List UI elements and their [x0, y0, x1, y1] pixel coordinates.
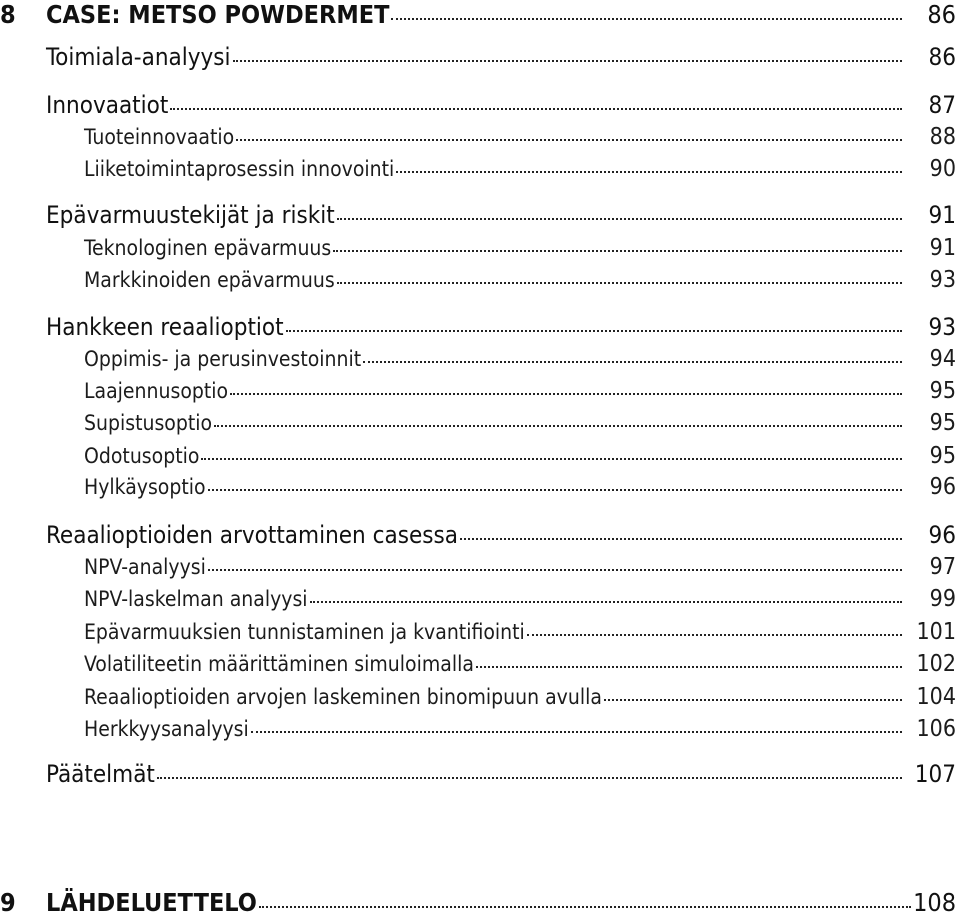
toc-entry-reaalioptioiden-arvottaminen[interactable]	[0, 521, 956, 549]
toc-entry-title: LÄHDELUETTELO	[46, 888, 257, 917]
toc-entry-oppimis-ja-perusinvestoinnit[interactable]	[0, 346, 956, 372]
dot-leader	[201, 458, 902, 460]
toc-entry-title: Epävarmuustekijät ja riskit	[46, 201, 335, 229]
page-number: 86	[928, 43, 956, 71]
toc-entry-title: Reaalioptioiden arvojen laskeminen binomipuun avulla	[84, 685, 602, 709]
toc-entry-hylkaysoptio[interactable]	[0, 474, 956, 500]
toc-entry-title: Oppimis- ja perusinvestoinnit	[84, 347, 362, 371]
dot-leader	[310, 601, 902, 603]
page-number: 88	[929, 124, 956, 150]
toc-entry-innovaatiot[interactable]	[0, 91, 956, 119]
toc-entry-title: NPV-laskelman analyysi	[84, 587, 308, 611]
dot-leader	[337, 282, 902, 284]
dot-leader	[230, 393, 902, 395]
toc-entry-toimiala-analyysi[interactable]	[0, 43, 956, 71]
toc-entry-title: Volatiliteetin määrittäminen simuloimalla	[84, 652, 474, 676]
page-number: 93	[928, 313, 956, 341]
page-number: 90	[929, 156, 956, 182]
page-number: 101	[916, 619, 956, 645]
dot-leader	[251, 731, 902, 733]
toc-entry-title: Tuoteinnovaatio	[84, 125, 235, 149]
page-number: 86	[927, 0, 956, 29]
dot-leader	[259, 906, 911, 908]
toc-entry-title: NPV-analyysi	[84, 555, 206, 579]
dot-leader	[476, 666, 902, 668]
dot-leader	[333, 250, 902, 252]
toc-entry-title: Markkinoiden epävarmuus	[84, 268, 335, 292]
toc-entry-npv-analyysi[interactable]	[0, 554, 956, 580]
dot-leader	[157, 777, 902, 779]
toc-entry-paatelmat[interactable]	[0, 760, 956, 788]
dot-leader	[460, 538, 902, 540]
toc-entry-odotusoptio[interactable]	[0, 443, 956, 469]
toc-entry-epavarmuustekijat[interactable]	[0, 201, 956, 229]
toc-entry-title: Hylkäysoptio	[84, 475, 206, 499]
chapter-number: 9	[0, 888, 16, 917]
toc-entry-title: Innovaatiot	[46, 91, 169, 119]
toc-entry-title: Reaalioptioiden arvottaminen casessa	[46, 521, 458, 549]
toc-entry-title: Hankkeen reaalioptiot	[46, 313, 284, 341]
toc-entry-title: Herkkyysanalyysi	[84, 717, 249, 741]
dot-leader	[527, 634, 902, 636]
page-number: 108	[913, 888, 956, 917]
page-number: 99	[929, 586, 956, 612]
dot-leader	[391, 18, 902, 20]
toc-entry-title: Päätelmät	[46, 760, 155, 788]
dot-leader	[286, 330, 902, 332]
page-number: 95	[929, 443, 956, 469]
page-number: 91	[929, 235, 956, 261]
page-number: 97	[929, 554, 956, 580]
toc-entry-title: Toimiala-analyysi	[46, 43, 231, 71]
page-number: 96	[928, 521, 956, 549]
toc-entry-npv-laskelman-analyysi[interactable]	[0, 586, 956, 612]
toc-entry-title: Epävarmuuksien tunnistaminen ja kvantifiointi	[84, 620, 525, 644]
page-number: 93	[929, 267, 956, 293]
toc-entry-chapter-9[interactable]	[0, 888, 956, 917]
toc-entry-chapter-8[interactable]	[0, 0, 956, 29]
page-number: 87	[928, 91, 956, 119]
toc-entry-volatiliteetin-maarittaminen[interactable]	[0, 651, 956, 677]
toc-entry-title: Liiketoimintaprosessin innovointi	[84, 157, 395, 181]
chapter-number: 8	[0, 0, 16, 29]
toc-entry-reaalioptioiden-arvojen-laskeminen[interactable]	[0, 684, 956, 710]
page-number: 104	[916, 684, 956, 710]
toc-entry-laajennusoptio[interactable]	[0, 378, 956, 404]
page-number: 91	[928, 201, 956, 229]
page-number: 95	[929, 378, 956, 404]
toc-entry-title: Odotusoptio	[84, 444, 200, 468]
toc-entry-markkinoiden-epavarmuus[interactable]	[0, 267, 956, 293]
toc-entry-tuoteinnovaatio[interactable]	[0, 124, 956, 150]
toc-entry-title: Teknologinen epävarmuus	[84, 236, 332, 260]
page-number: 94	[929, 346, 956, 372]
dot-leader	[236, 139, 902, 141]
toc-entry-teknologinen-epavarmuus[interactable]	[0, 235, 956, 261]
dot-leader	[208, 489, 902, 491]
toc-entry-liiketoimintaprosessin-innovointi[interactable]	[0, 156, 956, 182]
dot-leader	[208, 569, 902, 571]
dot-leader	[396, 171, 902, 173]
dot-leader	[337, 218, 902, 220]
dot-leader	[604, 699, 902, 701]
page-number: 95	[929, 410, 956, 436]
dot-leader	[233, 60, 902, 62]
toc-entry-herkkyysanalyysi[interactable]	[0, 716, 956, 742]
toc-entry-title: CASE: METSO POWDERMET	[46, 0, 390, 29]
page-number: 102	[916, 651, 956, 677]
page-number: 96	[929, 474, 956, 500]
toc-entry-hankkeen-reaalioptiot[interactable]	[0, 313, 956, 341]
toc-entry-supistusoptio[interactable]	[0, 410, 956, 436]
toc-entry-title: Laajennusoptio	[84, 379, 229, 403]
dot-leader	[363, 361, 902, 363]
toc-entry-epavarmuuksien-tunnistaminen[interactable]	[0, 619, 956, 645]
toc-entry-title: Supistusoptio	[84, 411, 213, 435]
dot-leader	[214, 425, 902, 427]
dot-leader	[170, 108, 902, 110]
page-number: 106	[916, 716, 956, 742]
page-number: 107	[914, 760, 956, 788]
